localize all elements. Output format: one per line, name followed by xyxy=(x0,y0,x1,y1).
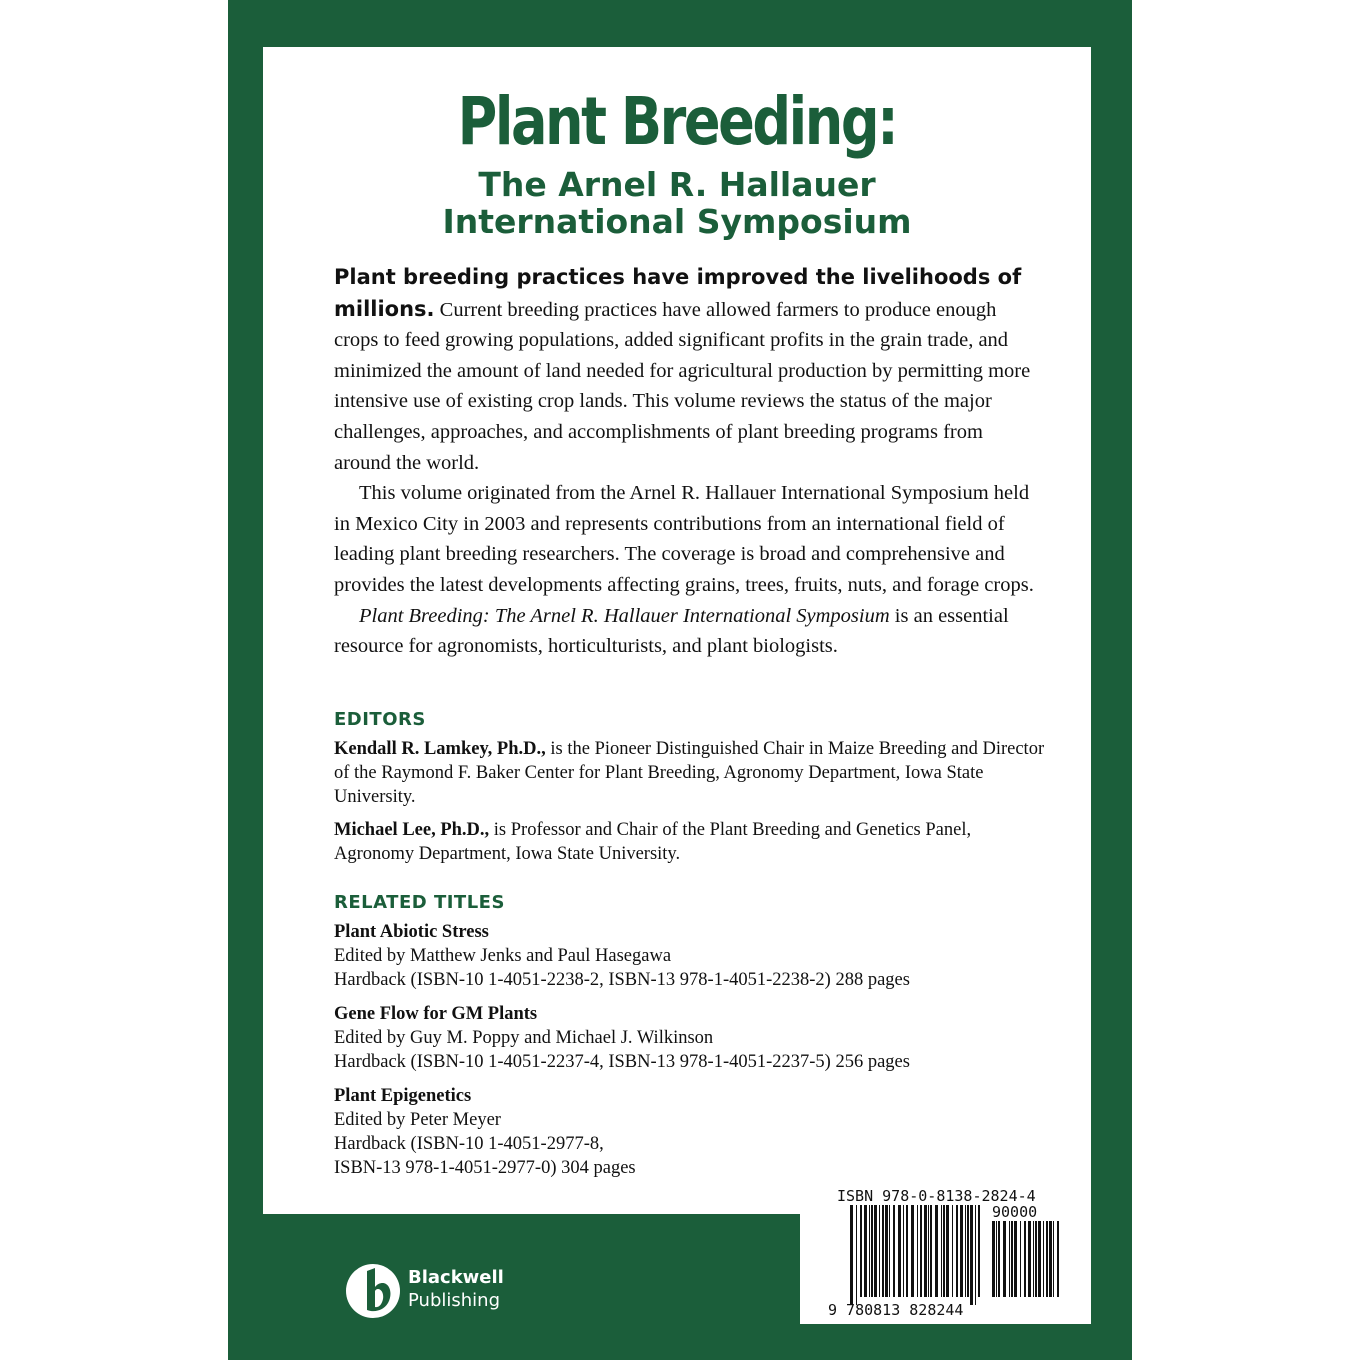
related-title-editors: Edited by Guy M. Poppy and Michael J. Wilkinson xyxy=(334,1028,714,1048)
barcode-digits: 9 780813 828244 xyxy=(828,1301,964,1319)
price-code: 90000 xyxy=(992,1203,1038,1221)
barcode-bars xyxy=(850,1205,980,1305)
barcode-bar xyxy=(893,1205,895,1297)
paragraph-3-text: is an essential resource for agronomists, horticulturists, and plant biologists. xyxy=(334,604,1009,658)
barcode-bar xyxy=(1009,1221,1010,1297)
barcode-bar xyxy=(874,1205,877,1297)
barcode-bar xyxy=(952,1205,953,1297)
barcode-bar xyxy=(943,1205,945,1297)
related-title-details: Hardback (ISBN-10 1-4051-2237-4, ISBN-13 978-1-4051-2237-5) 256 pages xyxy=(334,1052,910,1072)
book-title: Plant Breeding: xyxy=(457,83,897,160)
publisher-line-2: Publishing xyxy=(408,1290,500,1311)
barcode-bar xyxy=(970,1205,973,1305)
lead-sentence: Plant breeding practices have improved the livelihoods of millions. xyxy=(334,265,1022,321)
barcode-bar xyxy=(911,1205,914,1297)
barcode-bar xyxy=(1003,1221,1006,1297)
barcode-bar xyxy=(920,1205,922,1297)
description-paragraph-3 xyxy=(334,601,1034,662)
barcode-bar xyxy=(903,1205,904,1297)
related-title-name: Plant Epigenetics xyxy=(334,1086,472,1106)
barcode-bar xyxy=(1024,1221,1026,1297)
related-title-details: Hardback (ISBN-10 1-4051-2238-2, ISBN-13 978-1-4051-2238-2) 288 pages xyxy=(334,970,910,990)
barcode-bar xyxy=(924,1205,927,1297)
barcode-bar xyxy=(879,1205,880,1297)
barcode-bar xyxy=(967,1205,969,1297)
barcode-bar xyxy=(856,1205,857,1305)
barcode-bar xyxy=(889,1205,890,1297)
barcode-bar xyxy=(965,1205,966,1297)
related-title-name: Gene Flow for GM Plants xyxy=(334,1004,538,1024)
blackwell-logo-icon xyxy=(345,1263,401,1319)
barcode-bar xyxy=(935,1205,938,1297)
barcode-bar xyxy=(850,1205,853,1305)
book-subtitle xyxy=(263,166,1091,240)
barcode-bar xyxy=(992,1221,995,1297)
editor-bio: is Professor and Chair of the Plant Breeding and Genetics Panel, Agronomy Department, Iowa State University. xyxy=(334,820,972,864)
isbn-label: ISBN 978-0-8138-2824-4 xyxy=(837,1187,1036,1205)
barcode-bar xyxy=(906,1205,908,1297)
paragraph-1-text: Current breeding practices have allowed farmers to produce enough crops to feed growing populations, added significant profits in the grain trade, and minimized the amount of land needed for agricultural production by permitting more intensive use of existing crop lands. This volume reviews the status of the major challenges, approaches, and accomplishments of plant breeding programs from around the world. xyxy=(334,298,1031,474)
barcode-bar xyxy=(869,1205,870,1297)
barcode-bar xyxy=(1035,1221,1037,1297)
barcode-bar xyxy=(882,1205,884,1297)
related-title-name: Plant Abiotic Stress xyxy=(334,922,489,942)
editor-entry xyxy=(334,818,1054,866)
addon-barcode-bars xyxy=(992,1221,1059,1297)
barcode-bar xyxy=(996,1221,997,1297)
editor-entry xyxy=(334,737,1054,809)
related-title-editors: Edited by Peter Meyer xyxy=(334,1110,501,1130)
related-title-details: Hardback (ISBN-10 1-4051-2977-8, xyxy=(334,1134,604,1154)
barcode-bar xyxy=(1033,1221,1034,1297)
editor-name: Kendall R. Lamkey, Ph.D., xyxy=(334,739,546,759)
barcode-bar xyxy=(975,1205,976,1305)
barcode-bar xyxy=(1043,1221,1044,1297)
barcode-bar xyxy=(1046,1221,1048,1297)
subtitle-line-2: International Symposium xyxy=(442,202,912,241)
barcode-bar xyxy=(1011,1221,1013,1297)
barcode-bar xyxy=(960,1205,963,1297)
barcode-bar xyxy=(1020,1221,1021,1297)
editors-heading: EDITORS xyxy=(334,709,426,730)
barcode-bar xyxy=(1053,1221,1054,1297)
related-titles-section xyxy=(334,892,1054,1190)
publisher-line-1: Blackwell xyxy=(408,1267,504,1288)
publisher-name xyxy=(408,1266,504,1312)
barcode-bar xyxy=(946,1205,949,1297)
barcode-bar xyxy=(860,1205,862,1297)
editor-name: Michael Lee, Ph.D., xyxy=(334,820,490,840)
description-paragraph-1 xyxy=(334,262,1034,478)
related-title-entry xyxy=(334,1002,1054,1074)
related-titles-heading: RELATED TITLES xyxy=(334,892,505,913)
editors-section xyxy=(334,709,1054,875)
editor-bio: is the Pioneer Distinguished Chair in Maize Breeding and Director of the Raymond F. Baker Center for Plant Breeding, Agronomy Department, Iowa State University. xyxy=(334,739,1045,807)
barcode-bar xyxy=(998,1221,1000,1297)
barcode-bar xyxy=(930,1205,932,1297)
barcode-bar xyxy=(941,1205,942,1297)
book-title-italic: Plant Breeding: The Arnel R. Hallauer International Symposium xyxy=(359,604,890,627)
barcode-bar xyxy=(956,1205,958,1297)
isbn-barcode xyxy=(812,1185,1082,1319)
related-title-details-continued: ISBN-13 978-1-4051-2977-0) 304 pages xyxy=(334,1158,636,1178)
barcode-bar xyxy=(1049,1221,1052,1297)
subtitle-line-1: The Arnel R. Hallauer xyxy=(478,165,876,204)
barcode-bar xyxy=(885,1205,888,1297)
related-title-entry xyxy=(334,920,1054,992)
description-paragraph-2: This volume originated from the Arnel R. Hallauer International Symposium held in Mexico City in 2003 and represents contributions from an international field of leading plant breeding researchers. The coverage is broad and comprehensive and provides the latest developments affecting grains, trees, fruits, nuts, and forage crops. xyxy=(334,482,1034,596)
related-title-editors: Edited by Matthew Jenks and Paul Hasegawa xyxy=(334,946,672,966)
barcode-bar xyxy=(1057,1221,1059,1297)
barcode-bar xyxy=(978,1205,980,1297)
barcode-bar xyxy=(864,1205,867,1297)
barcode-bar xyxy=(928,1205,929,1297)
barcode-bar xyxy=(917,1205,918,1297)
barcode-bar xyxy=(1028,1221,1031,1297)
related-title-entry xyxy=(334,1084,1054,1180)
barcode-bar xyxy=(1038,1221,1041,1297)
barcode-bar xyxy=(871,1205,873,1297)
barcode-bar xyxy=(898,1205,901,1297)
barcode-bar xyxy=(1014,1221,1017,1297)
description xyxy=(334,262,1034,662)
